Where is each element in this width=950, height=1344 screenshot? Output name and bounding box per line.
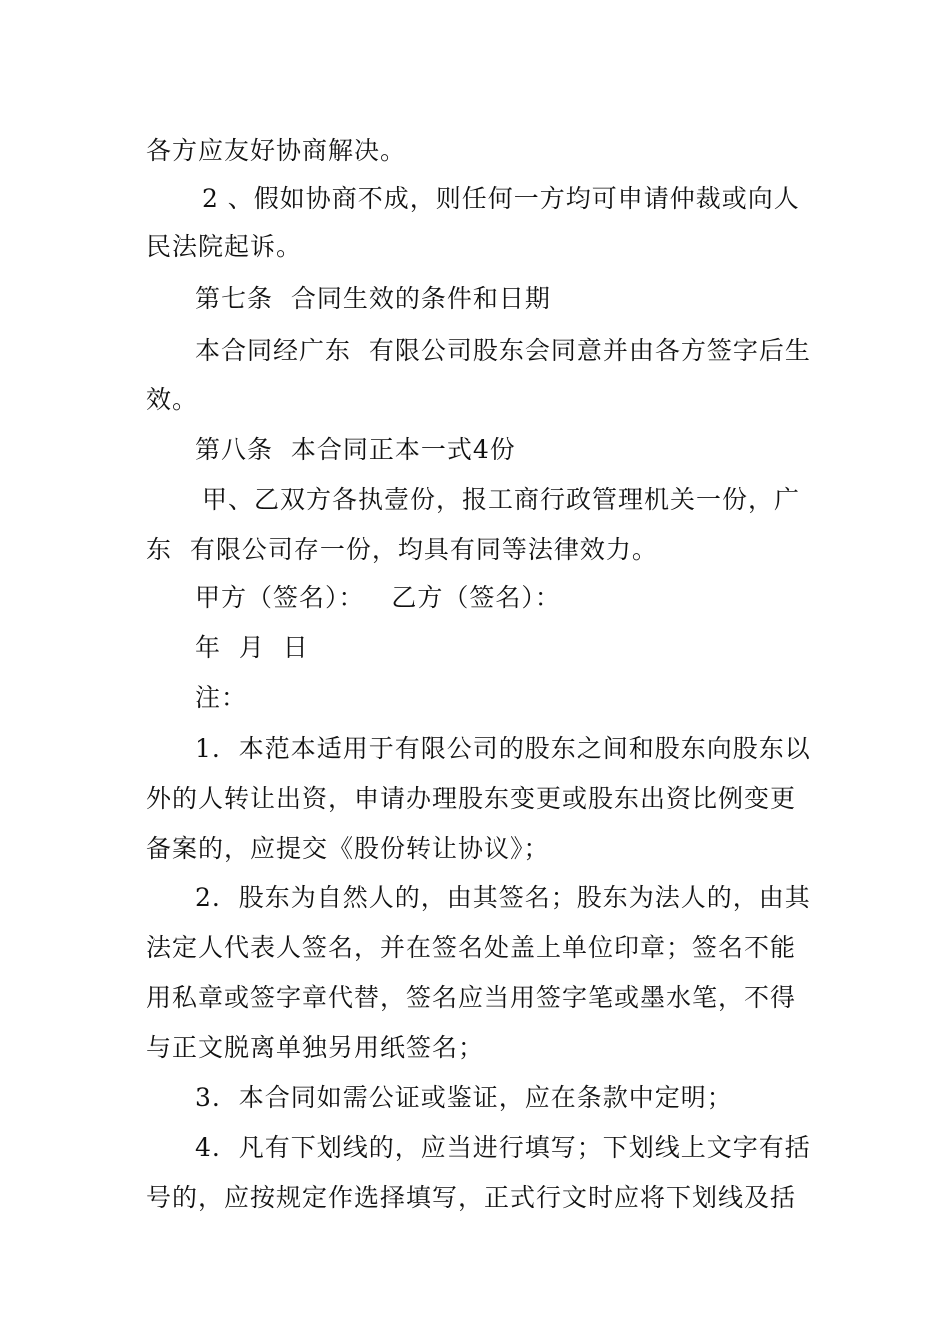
note-item: 3. 本合同如需公证或鉴证，应在条款中定明； <box>195 1083 733 1112</box>
text-line: 甲、乙双方各执壹份，报工商行政管理机关一份，广 <box>193 485 800 514</box>
text-line: 用私章或签字章代替，签名应当用签字笔或墨水笔，不得 <box>146 983 797 1012</box>
text-line: 外的人转让出资，申请办理股东变更或股东出资比例变更 <box>146 784 797 813</box>
text-line: 各方应友好协商解决。 <box>146 136 407 165</box>
note-item: 2. 股东为自然人的，由其签名；股东为法人的，由其 <box>195 883 811 912</box>
note-item: 1. 本范本适用于有限公司的股东之间和股东向股东以 <box>195 734 811 763</box>
text-line: 效。 <box>146 385 199 414</box>
section-heading: 第七条 合同生效的条件和日期 <box>195 284 551 313</box>
note-item: 4. 凡有下划线的，应当进行填写；下划线上文字有括 <box>195 1133 811 1162</box>
text-line: 与正文脱离单独另用纸签名； <box>146 1033 485 1062</box>
text-line: 法定人代表人签名，并在签名处盖上单位印章；签名不能 <box>146 933 797 962</box>
text-line: 号的，应按规定作选择填写，正式行文时应将下划线及括 <box>146 1183 797 1212</box>
signature-line: 甲方（签名）： 乙方（签名）： <box>195 583 561 612</box>
section-heading: 第八条 本合同正本一式4份 <box>195 435 516 464</box>
text-line: 本合同经广东 有限公司股东会同意并由各方签字后生 <box>195 336 811 365</box>
date-line: 年 月 日 <box>195 633 309 662</box>
text-line: 东 有限公司存一份，均具有同等法律效力。 <box>146 535 658 564</box>
text-line: 2 、假如协商不成，则任何一方均可申请仲裁或向人 <box>193 184 800 213</box>
text-line: 备案的，应提交《股份转让协议》； <box>146 834 550 863</box>
text-line: 民法院起诉。 <box>146 232 303 261</box>
note-heading: 注： <box>195 683 248 712</box>
